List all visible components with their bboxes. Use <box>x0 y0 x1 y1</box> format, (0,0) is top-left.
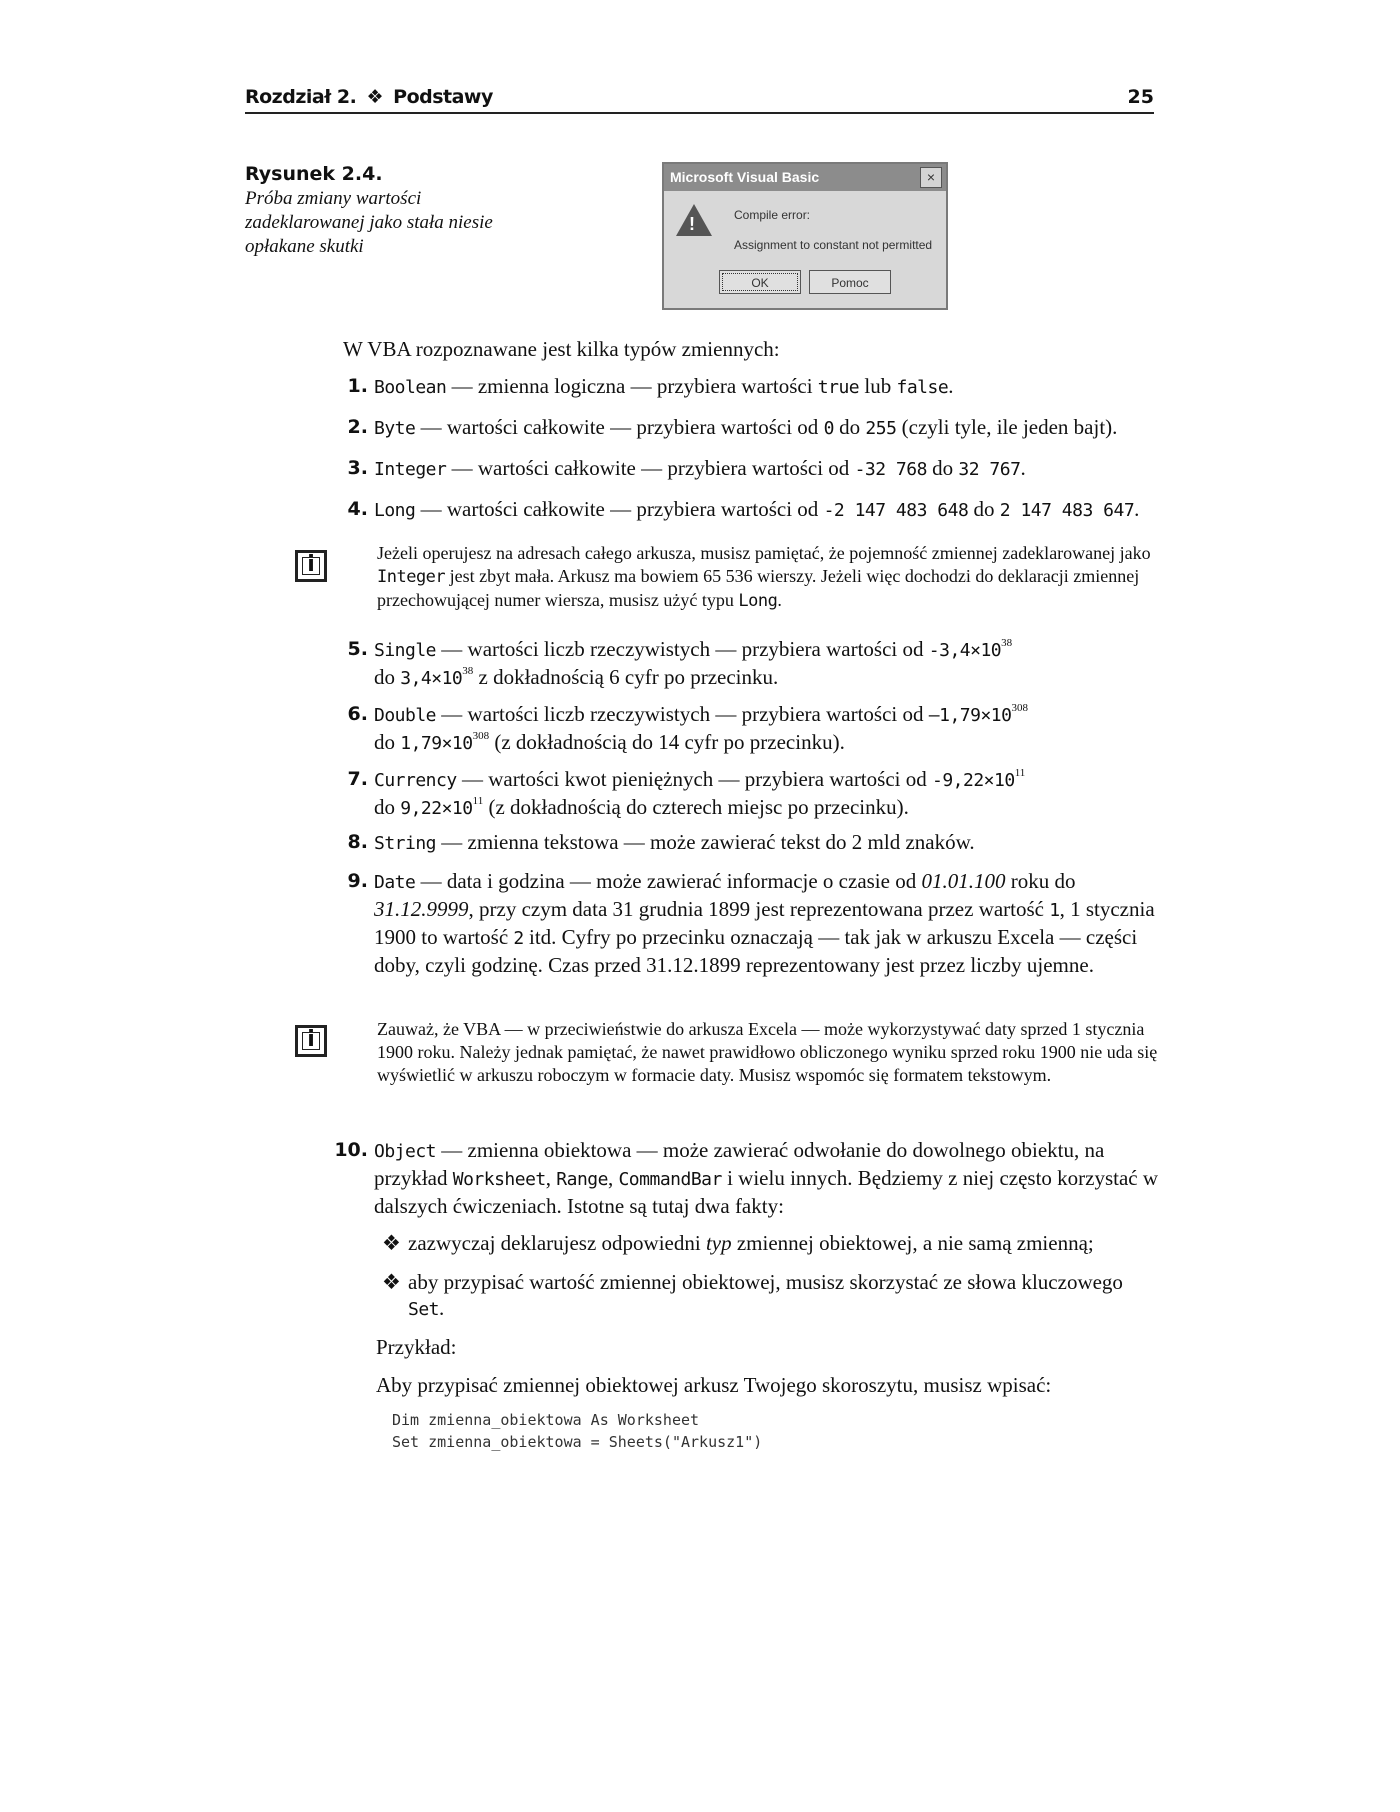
diamond-bullet-icon: ❖ <box>382 1270 401 1294</box>
inline-code: Long <box>738 591 778 611</box>
inline-code: 1 <box>1049 900 1060 921</box>
dialog-message-text: Assignment to constant not permitted <box>734 238 933 252</box>
item-text: — zmienna logiczna — przybiera wartości <box>446 374 818 398</box>
note-text: jest zbyt mała. Arkusz ma bowiem 65 536 wierszy. Jeżeli więc dochodzi do deklaracji zmiennej przechowującej numer wiersza, musisz użyć typu <box>377 566 1140 610</box>
list-item <box>342 829 1162 857</box>
item-text: do <box>374 730 401 754</box>
figure-caption <box>245 163 495 259</box>
exponent: 308 <box>1011 702 1028 714</box>
item-number: 2. <box>347 416 368 438</box>
chapter-title <box>245 86 493 108</box>
item-number: 4. <box>347 498 368 520</box>
list-item <box>334 1137 1162 1219</box>
list-item <box>342 636 1102 692</box>
date-value: 01.01.100 <box>921 869 1006 893</box>
type-name: Boolean <box>374 377 447 398</box>
section-name: Podstawy <box>393 86 493 108</box>
info-note <box>377 542 1167 613</box>
exponent: 308 <box>472 730 490 742</box>
item-number: 10. <box>334 1139 368 1161</box>
inline-code: 1,79×10 <box>400 733 473 754</box>
item-number: 8. <box>347 831 368 853</box>
item-text: — wartości liczb rzeczywistych — przybiera wartości od <box>436 637 929 661</box>
inline-code: 3,4×10 <box>400 668 463 689</box>
item-text: . <box>1134 497 1140 521</box>
item-text: z dokładnością 6 cyfr po przecinku. <box>473 665 779 689</box>
item-text: — zmienna tekstowa — może zawierać tekst do 2 mld znaków. <box>436 830 975 854</box>
item-text: — wartości całkowite — przybiera wartości od <box>446 456 855 480</box>
date-value: 31.12.9999 <box>374 897 469 921</box>
error-dialog <box>662 162 948 310</box>
item-text: — wartości całkowite — przybiera wartości od <box>415 415 824 439</box>
item-text: (czyli tyle, ile jeden bajt). <box>896 415 1118 439</box>
item-text: , przy czym data 31 grudnia 1899 jest reprezentowana przez wartość <box>468 897 1050 921</box>
code-line: Dim zmienna_obiektowa As Worksheet <box>392 1411 700 1429</box>
type-name: Byte <box>374 418 416 439</box>
item-text: , 1 stycznia 1900 to wartość <box>374 897 1155 949</box>
note-text: . <box>777 590 782 610</box>
item-number: 1. <box>347 375 368 397</box>
dialog-titlebar <box>664 164 946 191</box>
item-text: , <box>545 1166 557 1190</box>
type-name: Long <box>374 500 416 521</box>
item-text: do <box>374 665 401 689</box>
inline-code: 2 147 483 647 <box>999 500 1135 521</box>
inline-code: –1,79×10 <box>928 705 1012 726</box>
inline-code: -32 768 <box>854 459 927 480</box>
code-line: Set zmienna_obiektowa = Sheets("Arkusz1") <box>392 1433 763 1451</box>
type-name: Single <box>374 640 437 661</box>
exponent: 38 <box>462 665 474 677</box>
item-text: — wartości liczb rzeczywistych — przybiera wartości od <box>436 702 929 726</box>
inline-code: Integer <box>377 567 446 587</box>
dialog-message-title: Compile error: <box>734 208 811 222</box>
item-number: 3. <box>347 457 368 479</box>
type-name: Object <box>374 1141 437 1162</box>
list-item <box>342 373 1162 401</box>
chapter-number: Rozdział 2. <box>245 86 357 108</box>
bullet-item <box>382 1269 1142 1323</box>
inline-code: -3,4×10 <box>928 640 1002 661</box>
warning-mark: ! <box>689 214 695 234</box>
item-text: (z dokładnością do czterech miejsc po przecinku). <box>483 795 909 819</box>
exponent: 38 <box>1001 637 1013 649</box>
item-text: lub <box>859 374 897 398</box>
ok-button[interactable]: OK <box>719 270 801 294</box>
inline-code: 255 <box>865 418 897 439</box>
info-icon: i <box>295 1025 327 1057</box>
figure-label: Rysunek 2.4. <box>245 163 383 185</box>
bullet-text: zmiennej obiektowej, a nie samą zmienną; <box>731 1231 1094 1255</box>
note-text: Jeżeli operujesz na adresach całego arkusza, musisz pamiętać, że pojemność zmiennej zadeklarowanej jako <box>377 543 1151 563</box>
list-item <box>342 766 1102 822</box>
list-item <box>342 868 1162 978</box>
page-number: 25 <box>1127 86 1154 108</box>
item-text: . <box>1020 456 1026 480</box>
type-name: String <box>374 833 437 854</box>
bullet-text: . <box>439 1296 445 1320</box>
item-text: itd. Cyfry po przecinku oznaczają — tak jak w arkuszu Excela — części doby, czyli godzinę. Czas przed 31.12.1899 reprezentowany jest przez liczby ujemne. <box>374 925 1138 977</box>
list-item <box>342 414 1162 442</box>
item-number: 6. <box>347 703 368 725</box>
exponent: 11 <box>1014 767 1026 779</box>
item-number: 9. <box>347 870 368 892</box>
bullet-text: aby przypisać wartość zmiennej obiektowej, musisz skorzystać ze słowa kluczowego <box>408 1270 1123 1294</box>
diamond-icon: ❖ <box>366 86 384 108</box>
info-icon: i <box>295 550 327 582</box>
dialog-title: Microsoft Visual Basic <box>670 169 820 185</box>
item-text: , <box>607 1166 619 1190</box>
close-icon[interactable]: × <box>920 167 942 188</box>
item-text: roku do <box>1005 869 1076 893</box>
item-text: do <box>833 415 866 439</box>
figure-caption-text: Próba zmiany wartości zadeklarowanej jako stała niesie opłakane skutki <box>245 188 493 257</box>
inline-code: CommandBar <box>618 1169 722 1190</box>
bullet-item <box>382 1230 1142 1256</box>
type-name: Currency <box>374 770 457 791</box>
item-text: do <box>926 456 959 480</box>
type-name: Date <box>374 872 416 893</box>
item-text: — zmienna obiektowa — może zawierać odwołanie do dowolnego obiektu, na przykład <box>374 1138 1105 1190</box>
exponent: 11 <box>472 795 484 807</box>
inline-code: Set <box>408 1299 440 1320</box>
item-text: i wielu innych. Będziemy z niej często korzystać w dalszych ćwiczeniach. Istotne są tutaj dwa fakty: <box>374 1166 1159 1218</box>
running-header <box>245 84 1154 114</box>
emphasis: typ <box>705 1231 732 1255</box>
example-label: Przykład: <box>376 1335 457 1359</box>
list-item <box>342 496 1162 524</box>
item-number: 7. <box>347 768 368 790</box>
inline-code: -9,22×10 <box>931 770 1015 791</box>
inline-code: Worksheet <box>452 1169 546 1190</box>
info-note <box>377 1018 1167 1087</box>
inline-code: 2 <box>513 928 524 949</box>
list-item <box>342 701 1102 757</box>
inline-code: true <box>817 377 860 398</box>
inline-code: 32 767 <box>958 459 1021 480</box>
item-text: — wartości całkowite — przybiera wartości od <box>415 497 824 521</box>
note-text: Zauważ, że VBA — w przeciwieństwie do arkusza Excela — może wykorzystywać daty sprzed 1 stycznia 1900 roku. Należy jednak pamiętać, że nawet prawidłowo obliczonego wyniku sprzed roku 1900 nie uda się wyświetlić w arkuszu roboczym w formacie daty. Musisz wspomóc się formatem tekstowym. <box>377 1019 1158 1085</box>
help-button[interactable]: Pomoc <box>809 270 891 294</box>
item-text: (z dokładnością do 14 cyfr po przecinku). <box>489 730 845 754</box>
item-text: — data i godzina — może zawierać informacje o czasie od <box>415 869 922 893</box>
example-text: Aby przypisać zmiennej obiektowej arkusz Twojego skoroszytu, musisz wpisać: <box>376 1373 1052 1397</box>
inline-code: Range <box>556 1169 608 1190</box>
type-name: Double <box>374 705 437 726</box>
type-name: Integer <box>374 459 447 480</box>
intro-paragraph: W VBA rozpoznawane jest kilka typów zmiennych: <box>343 337 780 361</box>
inline-code: -2 147 483 648 <box>823 500 969 521</box>
item-text: do <box>968 497 1000 521</box>
item-text: . <box>948 374 954 398</box>
list-item <box>342 455 1162 483</box>
inline-code: 0 <box>823 418 834 439</box>
item-number: 5. <box>347 638 368 660</box>
bullet-text: zazwyczaj deklarujesz odpowiedni <box>408 1231 706 1255</box>
inline-code: 9,22×10 <box>400 798 473 819</box>
inline-code: false <box>896 377 949 398</box>
diamond-bullet-icon: ❖ <box>382 1231 401 1255</box>
item-text: do <box>374 795 401 819</box>
item-text: — wartości kwot pieniężnych — przybiera wartości od <box>456 767 932 791</box>
